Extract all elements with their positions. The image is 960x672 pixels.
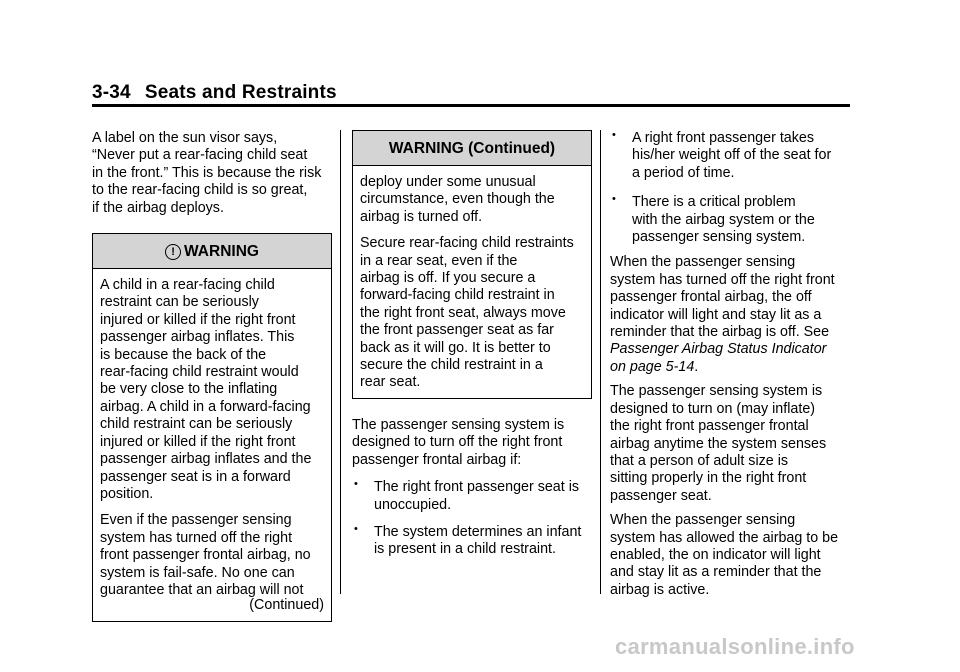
column-1: [92, 130, 332, 622]
text-line: circumstance, even though the: [360, 191, 555, 208]
text-line: system has turned off the right front: [610, 271, 835, 288]
text-line: When the passenger sensing: [610, 512, 796, 529]
text-line: designed to turn on (may inflate): [610, 400, 816, 417]
text-line: airbag anytime the system senses: [610, 435, 827, 452]
text-line: enabled, the on indicator will light: [610, 546, 821, 563]
warning-body: [93, 269, 331, 621]
turn-on-paragraph: [610, 383, 852, 505]
text-line: system is fail-safe. No one can: [100, 564, 295, 581]
text-line: injured or killed if the right front: [100, 311, 296, 328]
page-header: [92, 82, 337, 104]
bullet-icon: •: [354, 478, 358, 491]
bullet-item: [352, 524, 592, 559]
text-line: A label on the sun visor says,: [92, 130, 278, 146]
text-line: “Never put a rear-facing child seat: [92, 147, 308, 164]
text-line: A right front passenger takes: [632, 130, 814, 146]
text-line: passenger frontal airbag, the off: [610, 289, 812, 306]
text-line: unoccupied.: [374, 496, 452, 513]
column-2: [352, 130, 592, 567]
text-line: a period of time.: [632, 164, 735, 181]
bullet-icon: •: [612, 193, 616, 206]
text-line: A child in a rear-facing child: [100, 277, 275, 294]
warning-title: WARNING: [184, 243, 259, 261]
warning-icon: !: [165, 244, 181, 260]
warning-continued-paragraph-1: [360, 174, 584, 226]
text-line: in the front.” This is because the risk: [92, 164, 322, 181]
sensing-paragraph: [352, 417, 592, 469]
section-title: Seats and Restraints: [144, 82, 337, 103]
intro-paragraph: [92, 130, 332, 217]
text-line: if the airbag deploys.: [92, 199, 224, 216]
text-line: system has turned off the right: [100, 529, 293, 546]
header-rule: [92, 104, 850, 107]
text-line: in a rear seat, even if the: [360, 252, 518, 269]
text-punctuation: .: [694, 358, 699, 375]
text-line: is present in a child restraint.: [374, 541, 556, 558]
text-line: injured or killed if the right front: [100, 433, 296, 450]
text-line: Secure rear-facing child restraints: [360, 235, 574, 252]
warning-continued-box: [352, 130, 592, 399]
bullet-item: [610, 194, 852, 246]
text-line: that a person of adult size is: [610, 452, 789, 469]
bullet-item: [352, 479, 592, 514]
text-line: restraint can be seriously: [100, 294, 259, 311]
warning-header: [93, 234, 331, 269]
text-line: the right front passenger frontal: [610, 418, 809, 435]
text-line: indicator will light and stay lit as a: [610, 306, 822, 323]
text-line: The passenger sensing system is: [352, 416, 565, 433]
warning-continued-body: [353, 166, 591, 398]
column-divider-1: [340, 130, 341, 594]
text-line: his/her weight off of the seat for: [632, 147, 832, 164]
text-line: passenger seat is in a forward: [100, 468, 291, 485]
text-line: When the passenger sensing: [610, 254, 796, 271]
text-line: Even if the passenger sensing: [100, 512, 292, 529]
text-line: passenger frontal airbag if:: [352, 451, 522, 468]
text-line: back as it will go. It is better to: [360, 339, 551, 356]
text-line: is because the back of the: [100, 346, 267, 363]
text-line: airbag is off. If you secure a: [360, 270, 536, 287]
text-line: There is a critical problem: [632, 194, 796, 211]
text-line: system has allowed the airbag to be: [610, 529, 839, 546]
text-line: sitting properly in the right front: [610, 470, 807, 487]
text-line: the right front seat, always move: [360, 304, 566, 321]
text-line: be very close to the inflating: [100, 381, 278, 398]
text-line: airbag. A child in a forward-facing: [100, 398, 311, 415]
warning-continued-header: WARNING (Continued): [353, 131, 591, 166]
text-line: rear seat.: [360, 374, 421, 391]
text-line: front passenger frontal airbag, no: [100, 547, 311, 564]
warning-paragraph-1: [100, 277, 324, 503]
text-line: guarantee that an airbag will not: [100, 581, 304, 598]
column-3: [610, 130, 852, 606]
text-line: passenger seat.: [610, 487, 712, 504]
text-line: The system determines an infant: [374, 523, 582, 540]
text-line: passenger sensing system.: [632, 229, 806, 246]
text-line: position.: [100, 485, 154, 502]
text-line: airbag is turned off.: [360, 208, 483, 225]
page-number: 3-34: [92, 82, 131, 103]
text-line: and stay lit as a reminder that the: [610, 564, 822, 581]
cross-reference-link[interactable]: Passenger Airbag Status Indicator: [610, 341, 827, 358]
text-line: rear-facing child restraint would: [100, 364, 299, 381]
warning-continued-paragraph-2: [360, 235, 584, 392]
cross-reference-link[interactable]: on page 5-14: [610, 358, 695, 375]
column-divider-2: [600, 130, 601, 594]
warning-paragraph-2: [100, 512, 324, 599]
watermark: carmanualsonline.info: [615, 634, 855, 659]
enabled-paragraph: [610, 512, 852, 599]
text-line: reminder that the airbag is off. See: [610, 324, 830, 341]
text-line: deploy under some unusual: [360, 174, 536, 190]
text-line: the front passenger seat as far: [360, 322, 554, 339]
bullet-icon: •: [354, 522, 358, 535]
text-line: secure the child restraint in a: [360, 357, 543, 374]
text-line: to the rear-facing child is so great,: [92, 182, 308, 199]
text-line: airbag is active.: [610, 581, 710, 598]
text-line: The right front passenger seat is: [374, 479, 580, 496]
text-line: child restraint can be seriously: [100, 416, 293, 433]
continued-label: (Continued): [249, 597, 324, 614]
text-line: designed to turn off the right front: [352, 434, 563, 451]
warning-box: [92, 233, 332, 622]
text-line: passenger airbag inflates and the: [100, 451, 312, 468]
indicator-paragraph: [610, 254, 852, 376]
bullet-icon: •: [612, 129, 616, 141]
bullet-item: [610, 130, 852, 182]
text-line: with the airbag system or the: [632, 211, 815, 228]
text-line: passenger airbag inflates. This: [100, 329, 295, 346]
text-line: forward-facing child restraint in: [360, 287, 555, 304]
text-line: The passenger sensing system is: [610, 383, 823, 400]
